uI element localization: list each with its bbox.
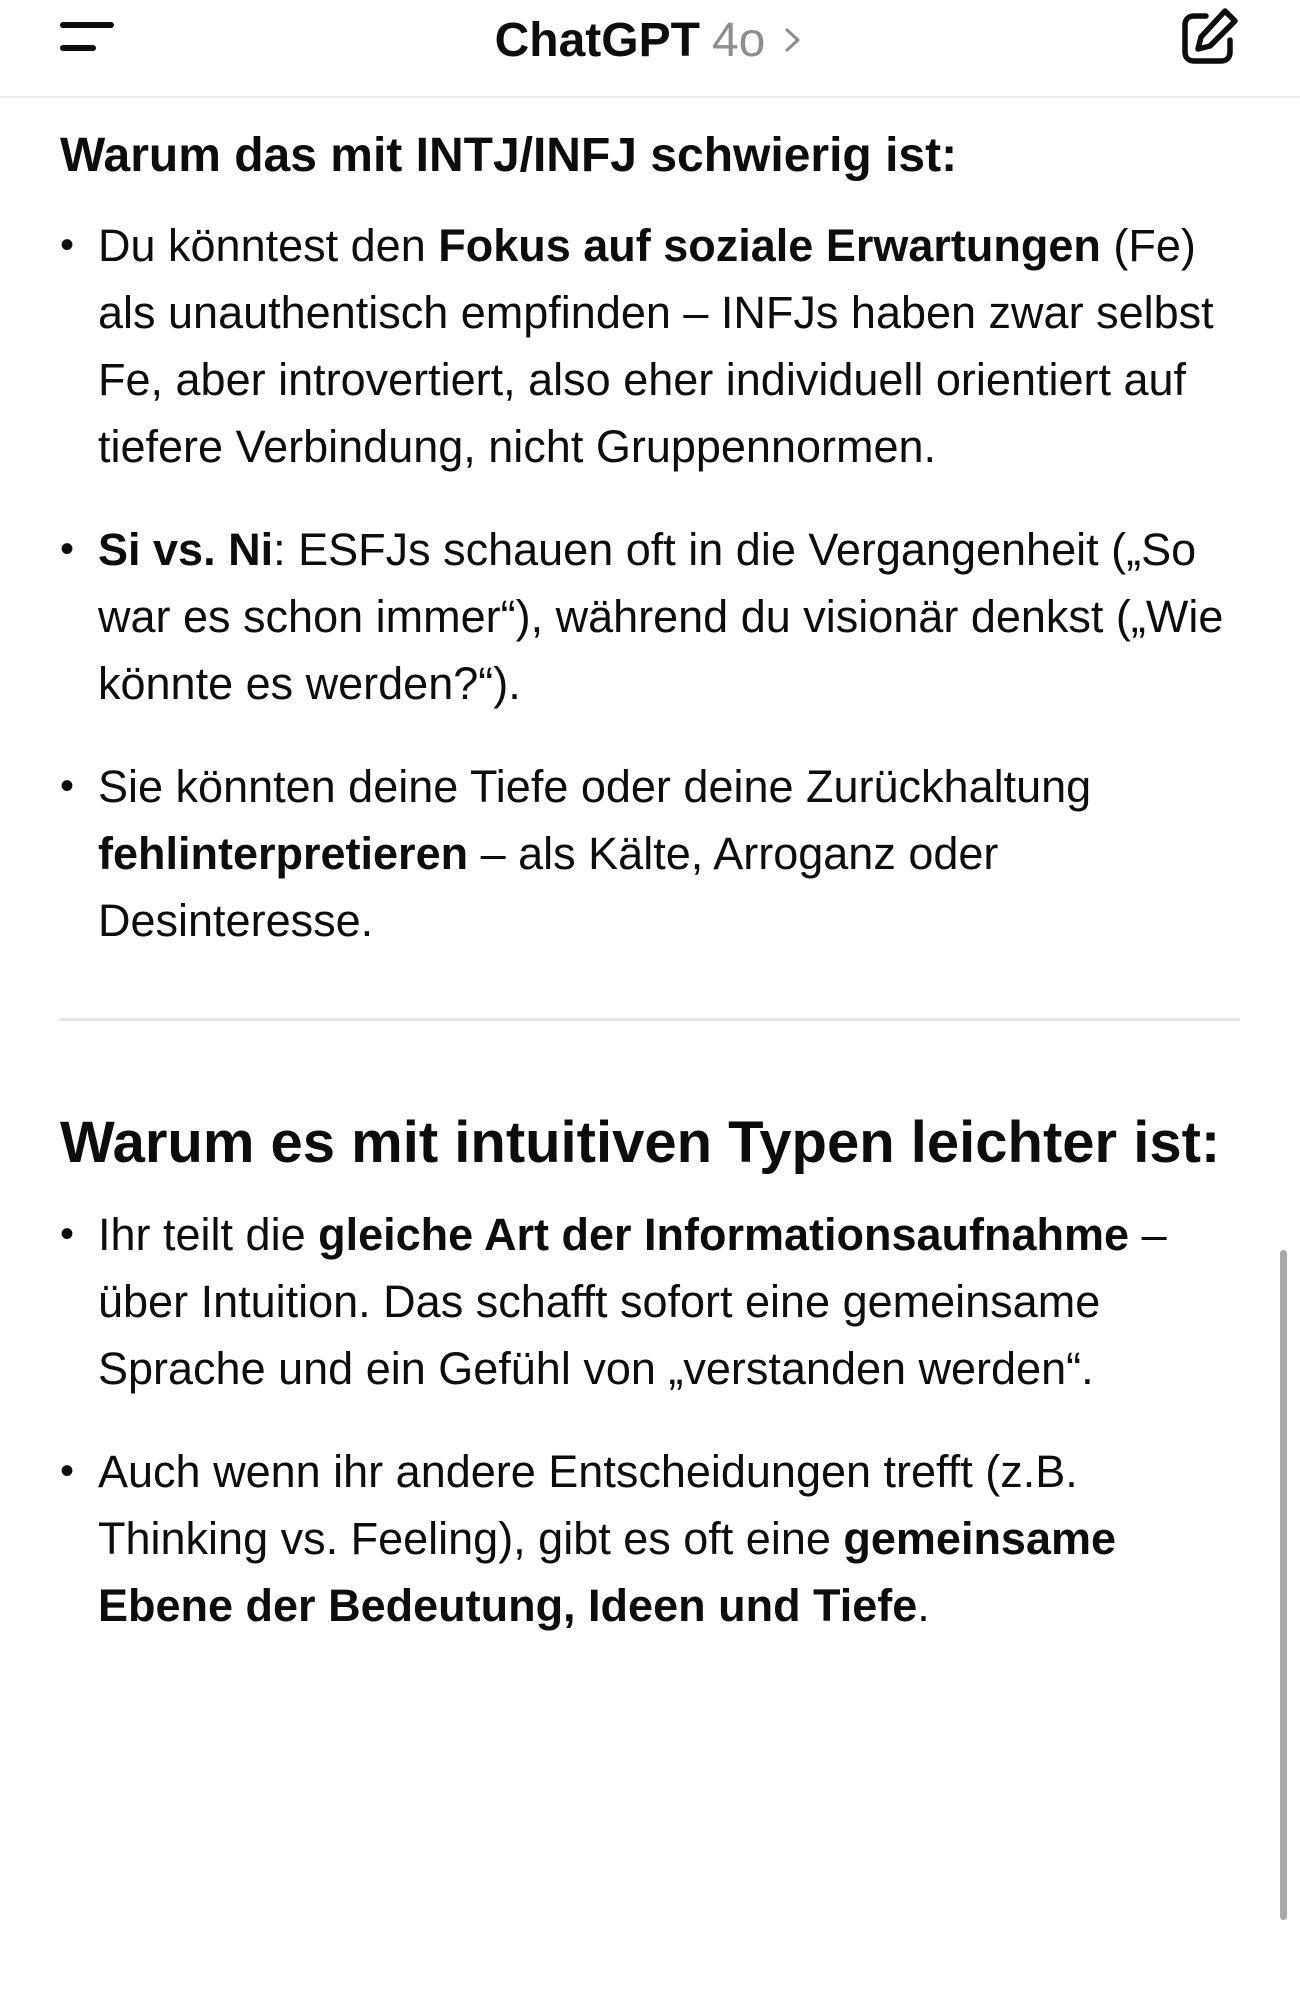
section-heading-intj-infj: Warum das mit INTJ/INFJ schwierig ist: bbox=[60, 129, 958, 182]
model-label: 4o bbox=[711, 13, 766, 67]
list-item-text: (Fe) als unauthentisch empfinden – INFJs haben zwar selbst Fe, aber introvertiert, also eher individuell orientiert auf tiefere Verbindung, nicht Gruppennormen. bbox=[98, 220, 1214, 472]
top-bar bbox=[0, 0, 1300, 98]
list-item-text: Du könntest den bbox=[98, 220, 439, 271]
list-item-bold: gleiche Art der Informationsaufnahme bbox=[318, 1209, 1130, 1260]
list-item-text: – über Intuition. Das schafft sofort eine gemeinsame Sprache und ein Gefühl von „verstanden werden“. bbox=[98, 1209, 1167, 1394]
list-item bbox=[60, 1201, 1240, 1402]
bullet-dot: • bbox=[60, 223, 75, 267]
chevron-right-icon bbox=[781, 24, 805, 56]
list-item bbox=[60, 516, 1240, 717]
divider bbox=[60, 1018, 1240, 1021]
bullet-dot: • bbox=[60, 527, 75, 571]
scrollbar[interactable] bbox=[1280, 1250, 1287, 1920]
bullet-dot: • bbox=[60, 1212, 75, 1256]
list-item-bold: fehlinterpretieren bbox=[98, 828, 469, 879]
list-item-bold: Fokus auf soziale Erwartungen bbox=[438, 220, 1101, 271]
bullet-list-section2 bbox=[60, 1201, 1240, 1639]
list-item-text: Sie könnten deine Tiefe oder deine Zurückhaltung bbox=[98, 761, 1092, 812]
list-item-bold: Si vs. Ni bbox=[98, 524, 274, 575]
list-item bbox=[60, 753, 1240, 954]
list-item bbox=[60, 212, 1240, 480]
list-item-text: : ESFJs schauen oft in die Vergangenheit („So war es schon immer“), während du visionär denkst („Wie könnte es werden?“). bbox=[98, 524, 1224, 709]
list-item-text: Ihr teilt die bbox=[98, 1209, 319, 1260]
list-item-text: . bbox=[917, 1580, 930, 1631]
bullet-dot: • bbox=[60, 1449, 75, 1493]
list-item-text: Auch wenn ihr andere Entscheidungen trefft (z.B. Thinking vs. Feeling), gibt es oft eine bbox=[98, 1446, 1078, 1564]
new-chat-edit-icon[interactable] bbox=[1172, 2, 1244, 74]
section-heading-intuitive: Warum es mit intuitiven Typen leichter ist: bbox=[60, 1110, 1221, 1175]
chat-message bbox=[60, 98, 1240, 1675]
list-item-bold: gemeinsame Ebene der Bedeutung, Ideen und Tiefe bbox=[98, 1513, 1117, 1631]
model-selector[interactable] bbox=[0, 0, 1300, 80]
list-item bbox=[60, 1438, 1240, 1639]
app-title: ChatGPT bbox=[494, 13, 700, 67]
list-item-text: – als Kälte, Arroganz oder Desinteresse. bbox=[98, 828, 999, 946]
bullet-list-section1 bbox=[60, 212, 1240, 954]
bullet-dot: • bbox=[60, 764, 75, 808]
